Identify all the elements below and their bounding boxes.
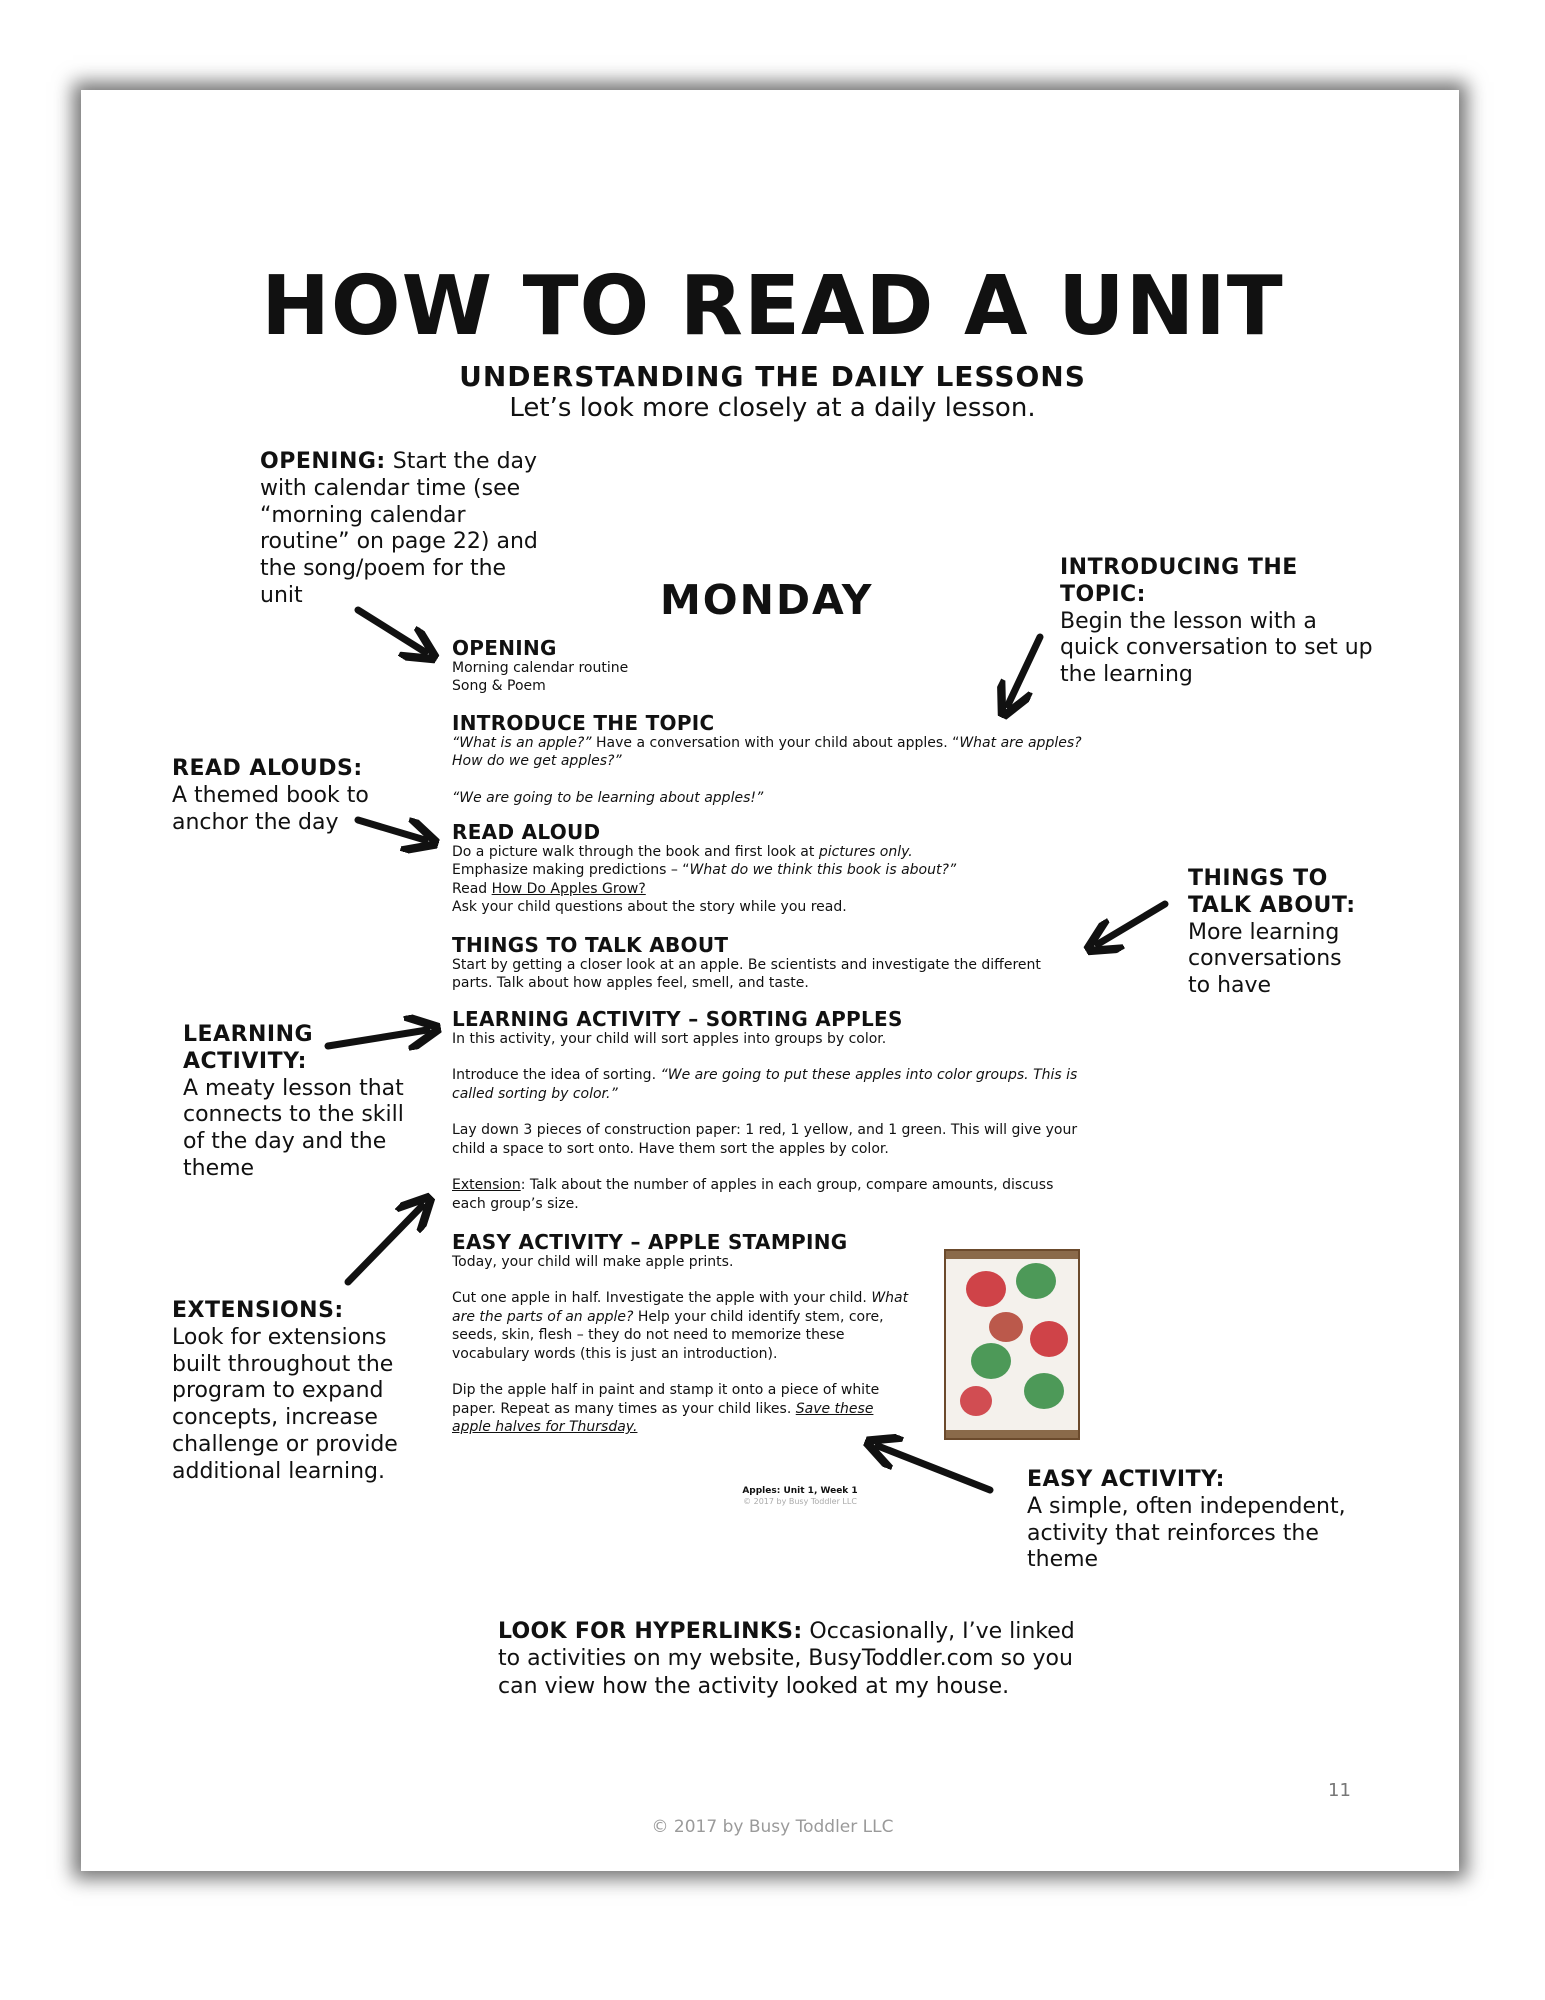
callout-things-label: THINGS TO TALK ABOUT: — [1188, 866, 1356, 918]
learning-paragraph-2: Introduce the idea of sorting. — [452, 1067, 661, 1084]
read-aloud-line-3: Read — [452, 880, 492, 897]
read-aloud-line-4: Ask your child questions about the story while you read. — [452, 899, 847, 916]
read-aloud-line-2-question: What do we think this book is about?” — [689, 862, 957, 879]
introduce-text: Have a conversation with your child about apples. “ — [591, 735, 960, 751]
easy-paragraph-1: Today, your child will make apple prints. — [452, 1254, 734, 1270]
easy-paragraph-2: Cut one apple in half. Investigate the apple with your child. — [452, 1290, 872, 1307]
callout-introducing-label: INTRODUCING THE TOPIC: — [1060, 555, 1298, 607]
callout-extensions-text: Look for extensions built throughout the program to expand concepts, increase challenge or provide additional learning. — [172, 1324, 398, 1484]
opening-line-1: Morning calendar routine — [452, 660, 629, 676]
introduce-question: “What is an apple?” — [452, 735, 592, 751]
callout-things-text: More learning conversations to have — [1188, 919, 1342, 999]
learning-paragraph-1: In this activity, your child will sort apples into groups by color. — [452, 1031, 887, 1047]
introduce-question-2: What are apples? How do we get apples?” — [452, 735, 1082, 770]
callout-easy-text: A simple, often independent, activity that reinforces the theme — [1027, 1493, 1346, 1573]
arrow-icon — [1098, 904, 1165, 944]
arrow-icon — [328, 1030, 427, 1046]
page-title: HOW TO READ A UNIT — [261, 259, 1284, 354]
section-things-heading: THINGS TO TALK ABOUT — [452, 933, 729, 957]
easy-paragraph-3: Dip the apple half in paint and stamp it onto a piece of white paper. Repeat as many times as your child likes. — [452, 1382, 880, 1417]
callout-easy-label: EASY ACTIVITY: — [1027, 1467, 1225, 1492]
copyright: © 2017 by Busy Toddler LLC — [651, 1817, 894, 1837]
page-number: 11 — [1328, 1780, 1351, 1801]
read-aloud-line-1: Do a picture walk through the book and first look at — [452, 844, 819, 860]
hyperlinks-label: LOOK FOR HYPERLINKS: — [498, 1619, 803, 1644]
callout-extensions-label: EXTENSIONS: — [172, 1298, 344, 1323]
day-heading: MONDAY — [660, 576, 874, 624]
callout-opening-text: Start the day with calendar time (see “morning calendar routine” on page 22) and the song/poem for the unit — [260, 449, 538, 609]
book-link[interactable]: How Do Apples Grow? — [491, 880, 646, 897]
page-intro: Let’s look more closely at a daily lesson. — [509, 393, 1036, 423]
arrow-icon — [358, 820, 425, 840]
callout-opening-label: OPENING: — [260, 449, 386, 474]
callout-read-alouds-text: A themed book to anchor the day — [172, 782, 369, 835]
section-easy-heading: EASY ACTIVITY – APPLE STAMPING — [452, 1230, 848, 1254]
easy-paragraph-3-note: Save these apple halves for Thursday. — [452, 1400, 874, 1436]
unit-copyright: © 2017 by Busy Toddler LLC — [743, 1496, 857, 1506]
arrow-icon — [348, 1206, 422, 1282]
arrow-icon — [878, 1446, 990, 1490]
learning-paragraph-2-quote: “We are going to put these apples into color groups. This is called sorting by color.” — [452, 1067, 1078, 1102]
section-opening-heading: OPENING — [452, 636, 557, 660]
read-aloud-line-1-emphasis: pictures only. — [818, 844, 913, 860]
read-aloud-line-2: Emphasize making predictions – “ — [452, 862, 690, 879]
section-learning-heading: LEARNING ACTIVITY – SORTING APPLES — [452, 1007, 903, 1031]
section-introduce-heading: INTRODUCE THE TOPIC — [452, 711, 715, 735]
learning-paragraph-3: Lay down 3 pieces of construction paper: 1 red, 1 yellow, and 1 green. This will give your child a space to sort onto. Have them sort the apples by color. — [452, 1122, 1078, 1157]
unit-label: Apples: Unit 1, Week 1 — [742, 1486, 858, 1496]
section-read-aloud-heading: READ ALOUD — [452, 820, 601, 844]
arrow-icon — [358, 610, 425, 652]
easy-paragraph-2-question: What are the parts of an apple? — [452, 1290, 909, 1325]
things-text: Start by getting a closer look at an apple. Be scientists and investigate the different parts. Talk about how apples feel, smell, and taste. — [452, 957, 1041, 992]
easy-paragraph-2-rest: Help your child identify stem, core, seeds, skin, flesh – they do not need to memorize these vocabulary words (this is just an introduction). — [452, 1308, 884, 1362]
extension-text: : Talk about the number of apples in each group, compare amounts, discuss each group’s size. — [452, 1177, 1054, 1212]
callout-introducing-text: Begin the lesson with a quick conversation to set up the learning — [1060, 608, 1373, 688]
hyperlinks-text: Occasionally, I’ve linked to activities on my website, BusyToddler.com so you can view how the activity looked at my house. — [498, 1619, 1075, 1699]
callout-learning-text: A meaty lesson that connects to the skill of the day and the theme — [183, 1075, 404, 1182]
extension-label: Extension — [452, 1177, 521, 1194]
page-subtitle: UNDERSTANDING THE DAILY LESSONS — [459, 360, 1086, 393]
callout-read-alouds-label: READ ALOUDS: — [172, 756, 363, 781]
callout-learning-label: LEARNING ACTIVITY: — [183, 1022, 314, 1074]
introduce-statement: “We are going to be learning about apples!” — [452, 789, 764, 806]
opening-line-2: Song & Poem — [452, 678, 546, 695]
arrow-icon — [1008, 637, 1040, 705]
